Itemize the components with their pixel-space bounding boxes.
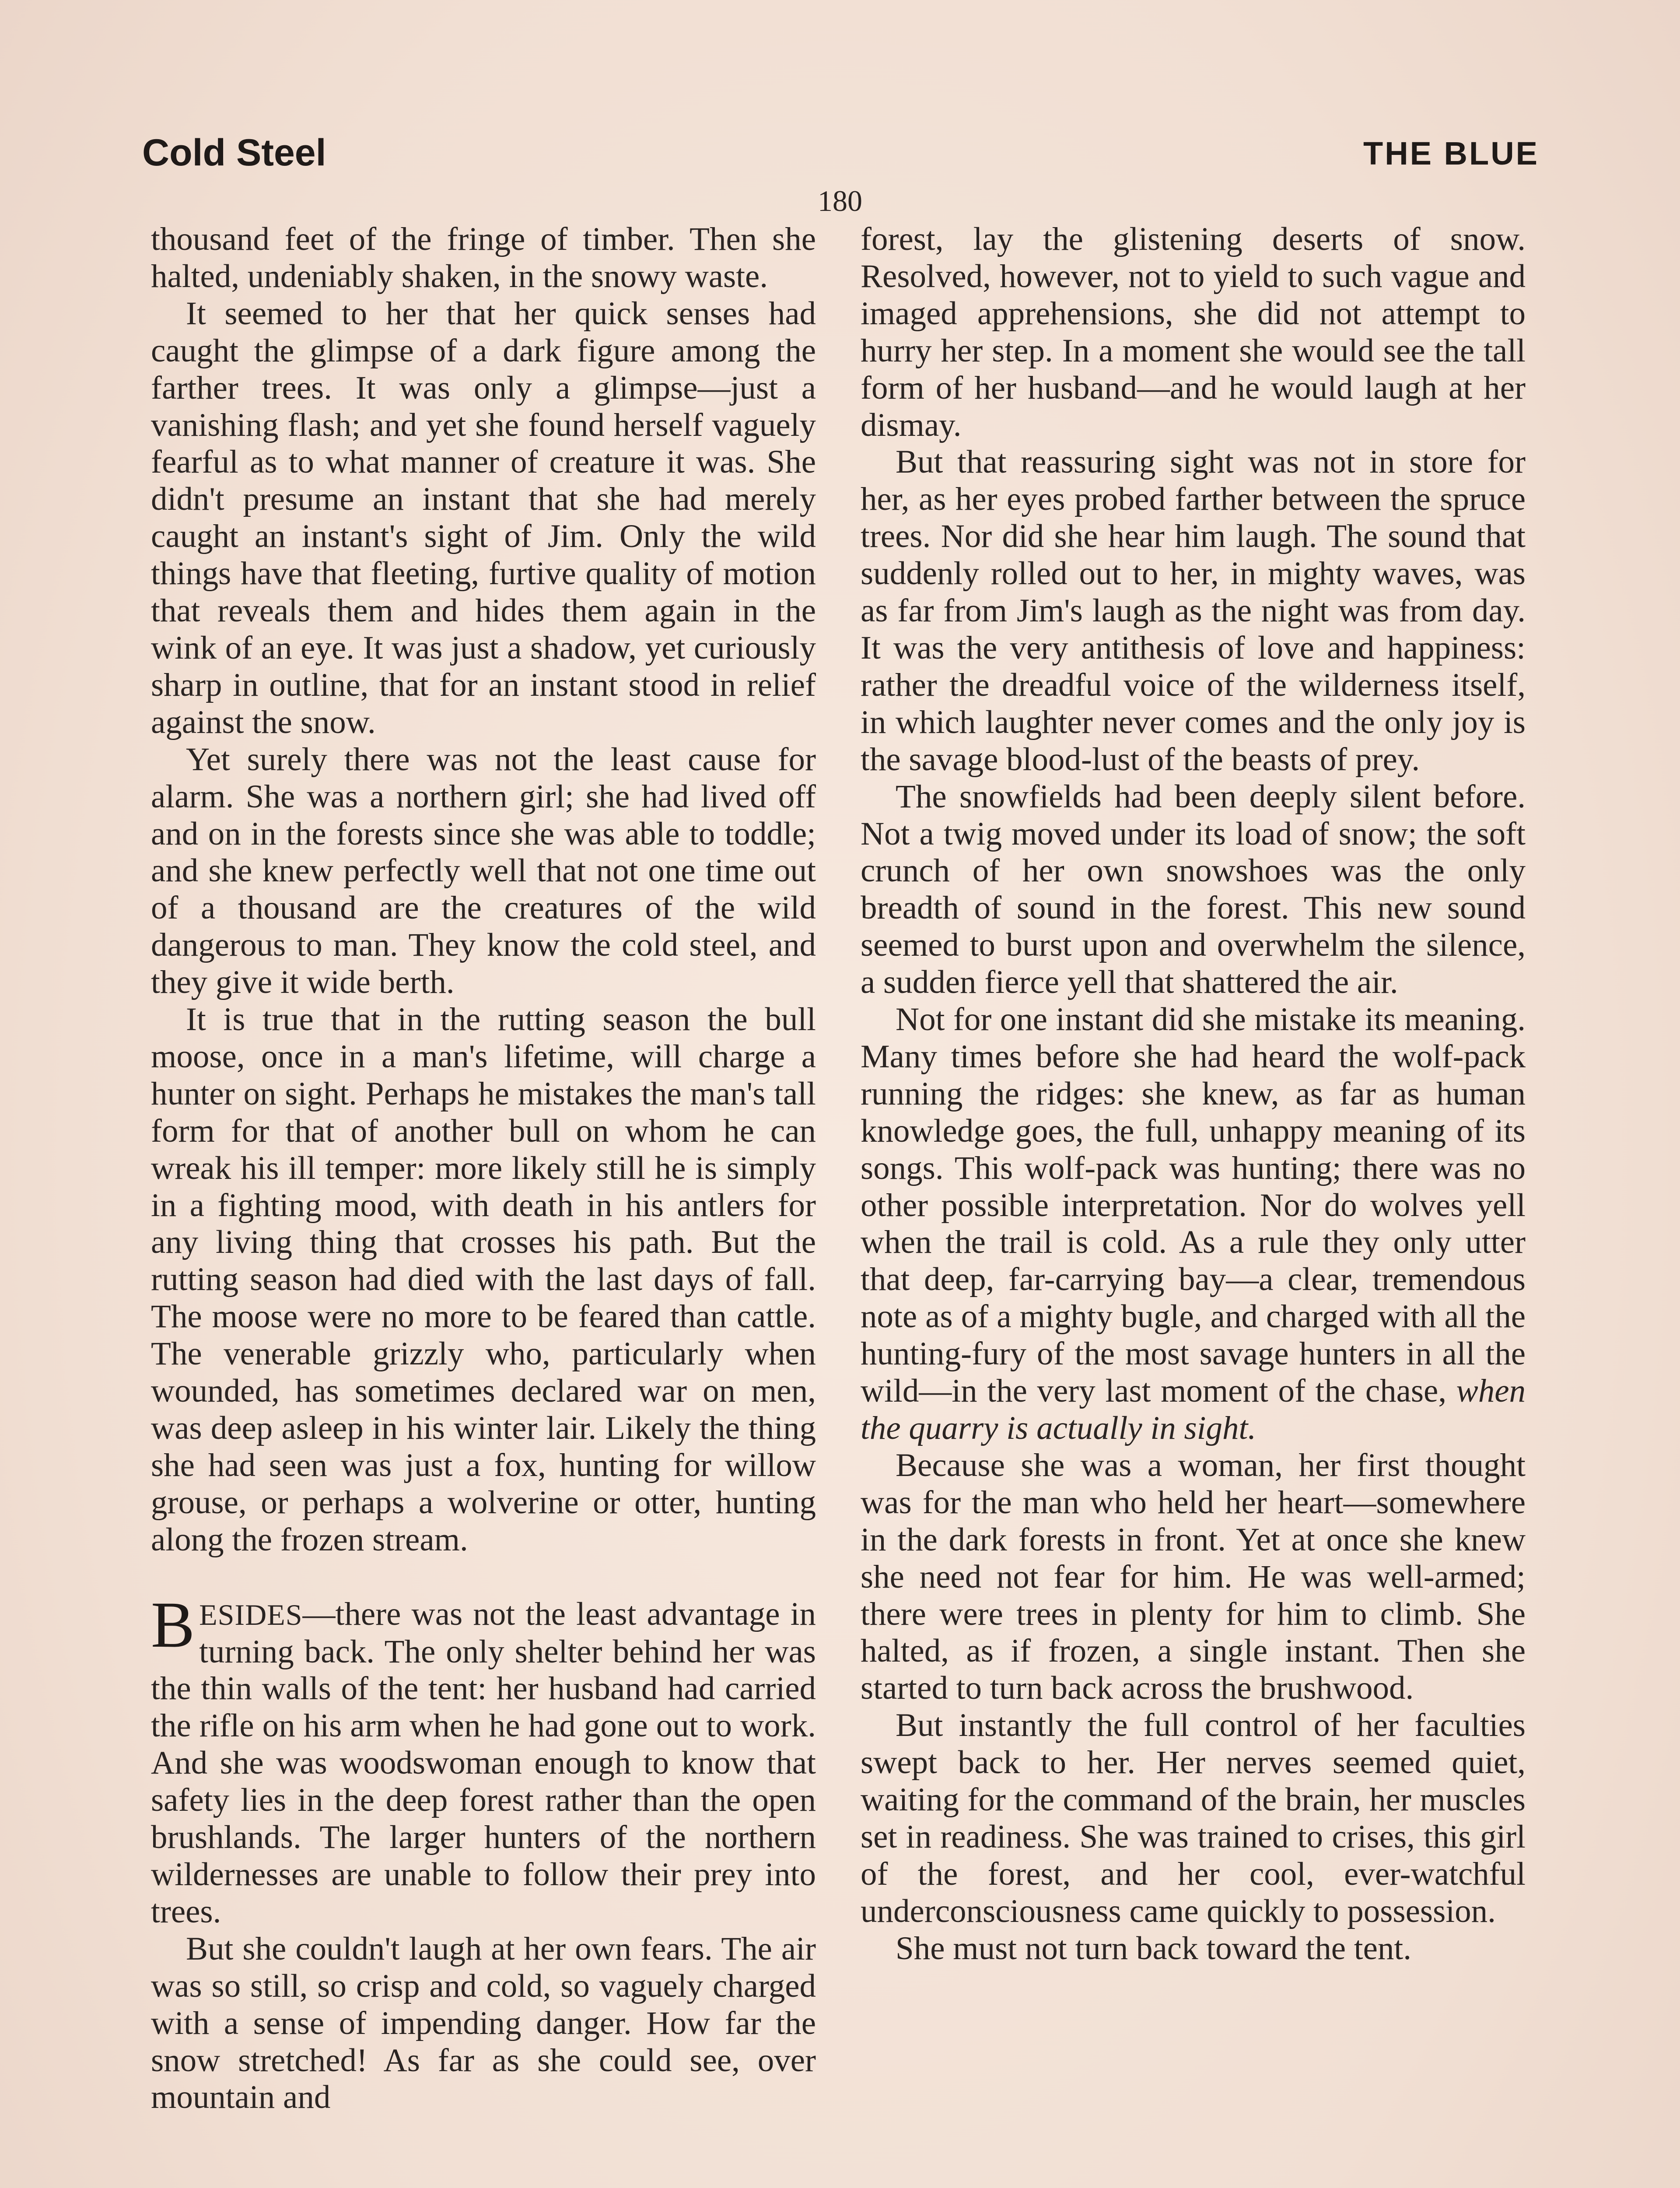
paragraph: thousand feet of the fringe of timber. Then she halted, undeniably shaken, in the snowy waste.	[151, 221, 816, 295]
paragraph	[861, 1001, 1526, 1447]
paragraph-text: Not for one instant did she mistake its meaning. Many times before she had heard the wolf-pack running the ridges: she knew, as far as human knowledge goes, the full, unhappy meaning of its songs. This wolf-pack was hunting; there was no other possible interpretation. Nor do wolves yell when the trail is cold. As a rule they only utter that deep, far-carrying bay—a clear, tremendous note as of a mighty bugle, and charged with all the hunting-fury of the most savage hunters in all the wild—in the very last moment of the chase,	[861, 1001, 1526, 1410]
magazine-title-header: THE BLUE	[1363, 135, 1539, 172]
paragraph: But she couldn't laugh at her own fears. The air was so still, so crisp and cold, so vaguely charged with a sense of impending danger. How far the snow stretched! As far as she could see, over mountain and	[151, 1930, 816, 2116]
story-title-header: Cold Steel	[142, 132, 326, 174]
paragraph: She must not turn back toward the tent.	[896, 1930, 1411, 1967]
paragraph: Because she was a woman, her first thought was for the man who held her heart—somewhere in the dark forests in front. Yet at once she knew she need not fear for him. He was well-armed; there were trees in plenty for him to climb. She halted, as if frozen, a single instant. Then she started to turn back across the brushwood.	[861, 1447, 1526, 1707]
small-caps-lead: ESIDES	[199, 1598, 303, 1631]
italic-phrase: when the quarry is actually in sight.	[861, 1373, 1526, 1446]
paragraph: forest, lay the glistening deserts of snow. Resolved, however, not to yield to such vague and imaged apprehensions, she did not attempt to hurry her step. In a moment she would see the tall form of her husband—and he would laugh at her dismay.	[861, 221, 1526, 443]
drop-cap: B	[151, 1588, 195, 1661]
paragraph: It is true that in the rutting season the bull moose, once in a man's lifetime, will charge a hunter on sight. Perhaps he mistakes the man's tall form for that of another bull on whom he can wreak his ill temper: more likely still he is simply in a fighting mood, with death in his antlers for any living thing that crosses his path. But the rutting season had died with the last days of fall. The moose were no more to be feared than cattle. The venerable grizzly who, particularly when wounded, has sometimes declared war on men, was deep asleep in his winter lair. Likely the thing she had seen was just a fox, hunting for willow grouse, or perhaps a wolverine or otter, hunting along the frozen stream.	[151, 1001, 816, 1558]
paragraph-text: —there was not the least advantage in turning back. The only shelter behind her was the thin walls of the tent: her husband had carried the rifle on his arm when he had gone out to work. And she was woodswoman enough to know that safety lies in the deep forest rather than the open brushlands. The larger hunters of the northern wildernesses are unable to follow their prey into trees.	[151, 1595, 816, 1930]
paragraph: The snowfields had been deeply silent before. Not a twig moved under its load of snow; the soft crunch of her own snowshoes was the only breadth of sound in the forest. This new sound seemed to burst upon and overwhelm the silence, a sudden fierce yell that shattered the air.	[861, 778, 1526, 1001]
right-column	[861, 221, 1526, 1967]
page-number: 180	[818, 184, 862, 217]
section-opening-paragraph	[151, 1588, 816, 1931]
left-column	[151, 221, 816, 2116]
paragraph: Yet surely there was not the least cause for alarm. She was a northern girl; she had lived off and on in the forests since she was able to toddle; and she knew perfectly well that not one time out of a thousand are the creatures of the wild dangerous to man. They know the cold steel, and they give it wide berth.	[151, 741, 816, 1001]
paragraph: But that reassuring sight was not in store for her, as her eyes probed farther between the spruce trees. Nor did she hear him laugh. The sound that suddenly rolled out to her, in mighty waves, was as far from Jim's laugh as the night was from day. It was the very antithesis of love and happiness: rather the dreadful voice of the wilderness itself, in which laughter never comes and the only joy is the savage blood-lust of the beasts of prey.	[861, 444, 1526, 778]
paragraph: But instantly the full control of her faculties swept back to her. Her nerves seemed quiet, waiting for the command of the brain, her muscles set in readiness. She was trained to crises, this girl of the forest, and her cool, ever-watchful underconsciousness came quickly to possession.	[861, 1707, 1526, 1929]
paragraph: It seemed to her that her quick senses had caught the glimpse of a dark figure among the farther trees. It was only a glimpse—just a vanishing flash; and yet she found herself vaguely fearful as to what manner of creature it was. She didn't presume an instant that she had merely caught an instant's sight of Jim. Only the wild things have that fleeting, furtive quality of motion that reveals them and hides them again in the wink of an eye. It was just a shadow, yet curiously sharp in outline, that for an instant stood in relief against the snow.	[151, 295, 816, 740]
